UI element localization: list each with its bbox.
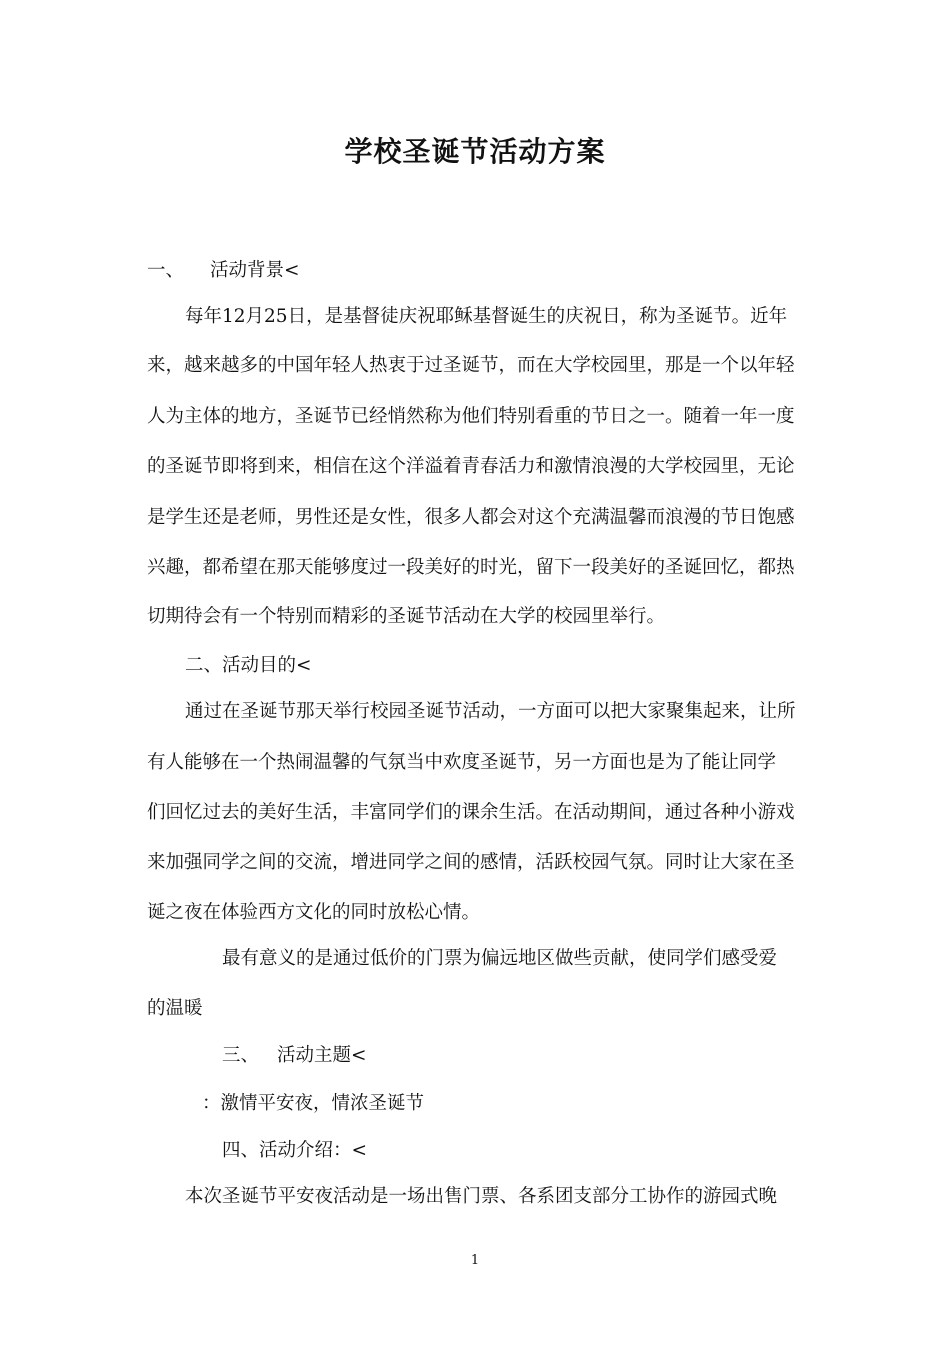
section-heading-purpose: 二、活动目的<: [185, 655, 312, 676]
paragraph-line: 通过在圣诞节那天举行校园圣诞节活动，一方面可以把大家聚集起来，让所: [185, 701, 796, 722]
paragraph-line: 来加强同学之间的交流，增进同学之间的感情，活跃校园气氛。同时让大家在圣: [147, 852, 795, 873]
paragraph-line: 有人能够在一个热闹温馨的气氛当中欢度圣诞节，另一方面也是为了能让同学: [147, 752, 777, 773]
paragraph-line: 的圣诞节即将到来，相信在这个洋溢着青春活力和激情浪漫的大学校园里，无论: [147, 456, 795, 477]
paragraph-line: 切期待会有一个特别而精彩的圣诞节活动在大学的校园里举行。: [147, 606, 666, 627]
section-number: 一、: [147, 260, 185, 281]
paragraph-line: 最有意义的是通过低价的门票为偏远地区做些贡献，使同学们感受爱: [222, 948, 778, 969]
theme-line: ：激情平安夜，情浓圣诞节: [202, 1093, 425, 1114]
paragraph-line: 的温暖: [147, 998, 203, 1019]
section-heading-background: [147, 259, 300, 283]
section-number: 三、: [222, 1045, 260, 1066]
section-heading-text: 活动主题<: [277, 1045, 367, 1066]
paragraph-line: 是学生还是老师，男性还是女性，很多人都会对这个充满温馨而浪漫的节日饱感: [147, 507, 795, 528]
section-heading-text: 活动背景<: [210, 260, 300, 281]
paragraph-line: 诞之夜在体验西方文化的同时放松心情。: [147, 902, 481, 923]
page-number: 1: [470, 1253, 480, 1268]
paragraph-line: 们回忆过去的美好生活，丰富同学们的课余生活。在活动期间，通过各种小游戏: [147, 802, 795, 823]
section-heading-theme: [222, 1044, 367, 1068]
section-heading-intro: 四、活动介绍：<: [222, 1140, 368, 1161]
paragraph-line: 本次圣诞节平安夜活动是一场出售门票、各系团支部分工协作的游园式晚: [185, 1186, 778, 1207]
paragraph-line: 兴趣，都希望在那天能够度过一段美好的时光，留下一段美好的圣诞回忆，都热: [147, 557, 795, 578]
paragraph-line: 人为主体的地方，圣诞节已经悄然称为他们特别看重的节日之一。随着一年一度: [147, 406, 795, 427]
paragraph-line: 来，越来越多的中国年轻人热衷于过圣诞节，而在大学校园里，那是一个以年轻: [147, 355, 795, 376]
paragraph-line: 每年12月25日，是基督徒庆祝耶稣基督诞生的庆祝日，称为圣诞节。近年: [185, 306, 788, 327]
document-title: 学校圣诞节活动方案: [344, 135, 606, 168]
